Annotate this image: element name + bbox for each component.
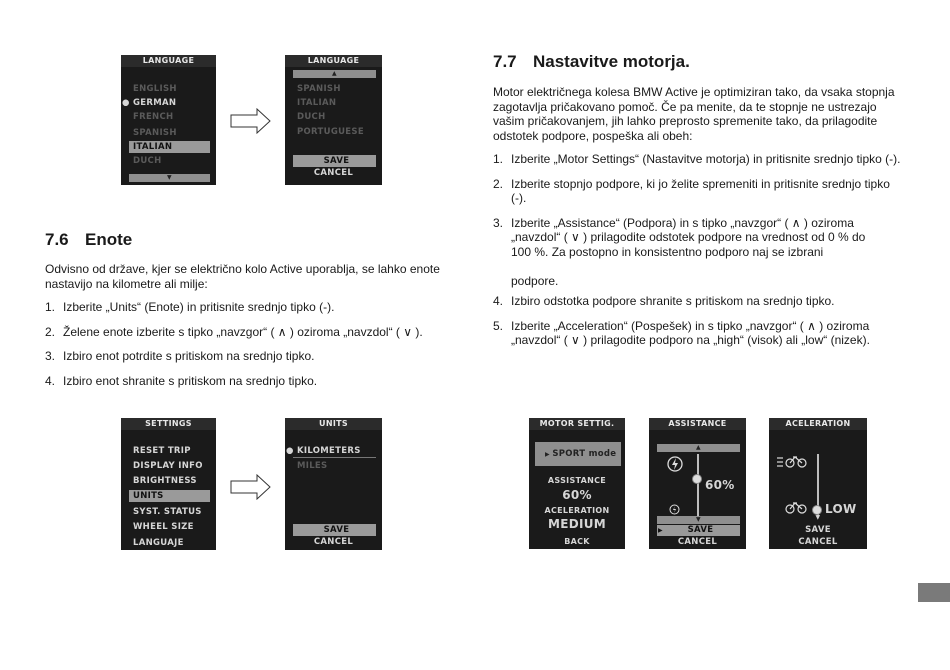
chevron-down-icon: ▼ — [167, 174, 172, 181]
menu-item: LANGUAJE — [133, 538, 184, 548]
cancel-button: CANCEL — [677, 537, 718, 547]
level-slider-knob — [692, 474, 702, 484]
menu-item: RESET TRIP — [133, 446, 191, 456]
arrow-right-icon — [230, 474, 272, 500]
menu-item: ITALIAN — [297, 98, 337, 108]
menu-item: SYST. STATUS — [133, 507, 202, 517]
menu-item: DUCH — [133, 156, 162, 166]
bike-slow-icon — [785, 502, 807, 514]
bolt-high-icon — [667, 456, 683, 472]
menu-item: MILES — [297, 461, 328, 471]
play-icon: ▶ — [545, 451, 553, 458]
arrow-right-icon — [230, 108, 272, 134]
screen-header: LANGUAGE — [285, 55, 382, 67]
play-icon: ▶ — [658, 527, 663, 534]
acceleration-value: MEDIUM — [547, 517, 607, 531]
menu-item: DUCH — [297, 112, 326, 122]
units-intro: Odvisno od države, kjer se električno kolo Active uporablja, se lahko enote nastavijo na kilometre ali milje: — [45, 262, 440, 291]
assistance-label: ASSISTANCE — [547, 476, 607, 485]
list-item: 1. Izberite „Motor Settings“ (Nastavitve motorja) in pritisnite srednjo tipko (-). — [493, 152, 901, 166]
bolt-low-icon — [669, 504, 680, 515]
screen-header: SETTINGS — [121, 418, 216, 430]
cancel-button: CANCEL — [798, 537, 838, 547]
screen-header: ACELERATION — [769, 418, 867, 430]
page-tab-marker — [918, 583, 950, 602]
section-heading-7-7: 7.7 Nastavitve motorja. — [493, 52, 690, 71]
menu-item: BRIGHTNESS — [133, 476, 197, 486]
save-button: SAVE — [293, 524, 376, 536]
acceleration-value: LOW — [825, 502, 857, 516]
list-item: 4. Izbiro enot shranite s pritiskom na srednjo tipko. — [45, 373, 318, 388]
assistance-value: 60% — [705, 478, 735, 492]
units-screen — [285, 418, 382, 550]
assistance-value: 60% — [562, 488, 592, 502]
scroll-up-bar — [293, 70, 376, 78]
cancel-button: CANCEL — [313, 537, 354, 547]
scroll-down-bar — [129, 174, 210, 182]
screen-header: UNITS — [285, 418, 382, 430]
menu-item: FRENCH — [133, 112, 174, 122]
menu-item-selected: ● KILOMETERS — [293, 445, 376, 458]
menu-item-highlighted: ITALIAN — [129, 141, 210, 153]
chevron-down-icon: ▼ — [696, 516, 701, 523]
settings-screen — [121, 418, 216, 550]
acceleration-label: ACELERATION — [544, 506, 610, 515]
assistance-screen — [649, 418, 746, 549]
menu-item: ENGLISH — [133, 84, 177, 94]
save-button: SAVE — [293, 155, 376, 167]
menu-item: SPANISH — [133, 128, 177, 138]
save-button: SAVE — [805, 525, 831, 535]
save-button: ▶ SAVE — [657, 525, 740, 536]
screen-header: MOTOR SETTIG. — [529, 418, 625, 430]
motor-intro: Motor električnega kolesa BMW Active je optimiziran tako, da vsaka stopnja zagotavlja pričakovano pomoč. Če pa menite, da te stopnje ne ustrezajo vašim pričakovanjem, jih lahko preprosto spremenite tako, da prilagodite odstotek podpore, pospeška ali obeh: — [493, 85, 895, 143]
chevron-down-icon: ▼ — [815, 514, 821, 521]
screen-header: ASSISTANCE — [649, 418, 746, 430]
list-item: 2. Izberite stopnjo podpore, ki jo želite spremeniti in pritisnite srednjo tipko (-). — [493, 176, 890, 205]
chevron-up-icon: ▲ — [332, 70, 337, 77]
mode-selector: ▶ SPORT mode — [535, 442, 621, 466]
level-slider-track — [697, 454, 699, 516]
menu-item: PORTUGUESE — [297, 127, 364, 137]
radio-dot-icon: ● — [286, 446, 294, 456]
language-screen-1 — [121, 55, 216, 185]
list-item: 5. Izberite „Acceleration“ (Pospešek) in s tipko „navzgor“ ( ∧ ) oziroma „navzdol“ ( ∨ ) prilagodite podporo na „high“ (visok) ali „low“ (nizek). — [493, 318, 870, 347]
menu-item: WHEEL SIZE — [133, 522, 194, 532]
radio-dot-icon: ● — [122, 98, 130, 108]
motor-settings-screen — [529, 418, 625, 549]
list-item: 2. Želene enote izberite s tipko „navzgor“ ( ∧ ) oziroma „navzdol“ ( ∨ ). — [45, 324, 423, 339]
menu-item-highlighted: UNITS — [129, 490, 210, 502]
language-screen-2 — [285, 55, 382, 185]
acceleration-screen — [769, 418, 867, 549]
list-item: 1. Izberite „Units“ (Enote) in pritisnite srednjo tipko (-). — [45, 300, 335, 314]
list-item: 3. Izberite „Assistance“ (Podpora) in s tipko „navzgor“ ( ∧ ) oziroma „navzdol“ ( ∨ ) prilagodite odstotek podpore na vrednost od 0 % do 100 %. Za postopno in konsistentno podporo naj se izbrani podpore. — [493, 215, 866, 288]
back-button: BACK — [564, 537, 590, 546]
units-steps — [45, 300, 465, 398]
bike-fast-icon — [777, 454, 807, 468]
motor-steps — [493, 152, 905, 358]
screen-header: LANGUAGE — [121, 55, 216, 67]
list-item: 4. Izbiro odstotka podpore shranite s pritiskom na srednjo tipko. — [493, 294, 835, 308]
scroll-up-bar — [657, 444, 740, 452]
section-heading-7-6: 7.6 Enote — [45, 230, 133, 249]
chevron-up-icon: ▲ — [696, 444, 701, 451]
scroll-down-bar — [657, 516, 740, 524]
step3-continuation: podpore. — [511, 273, 559, 288]
menu-item-selected: ● GERMAN — [122, 98, 177, 108]
menu-item: SPANISH — [297, 84, 341, 94]
cancel-button: CANCEL — [313, 168, 354, 178]
menu-item: DISPLAY INFO — [133, 461, 203, 471]
list-item: 3. Izbiro enot potrdite s pritiskom na srednjo tipko. — [45, 349, 315, 363]
